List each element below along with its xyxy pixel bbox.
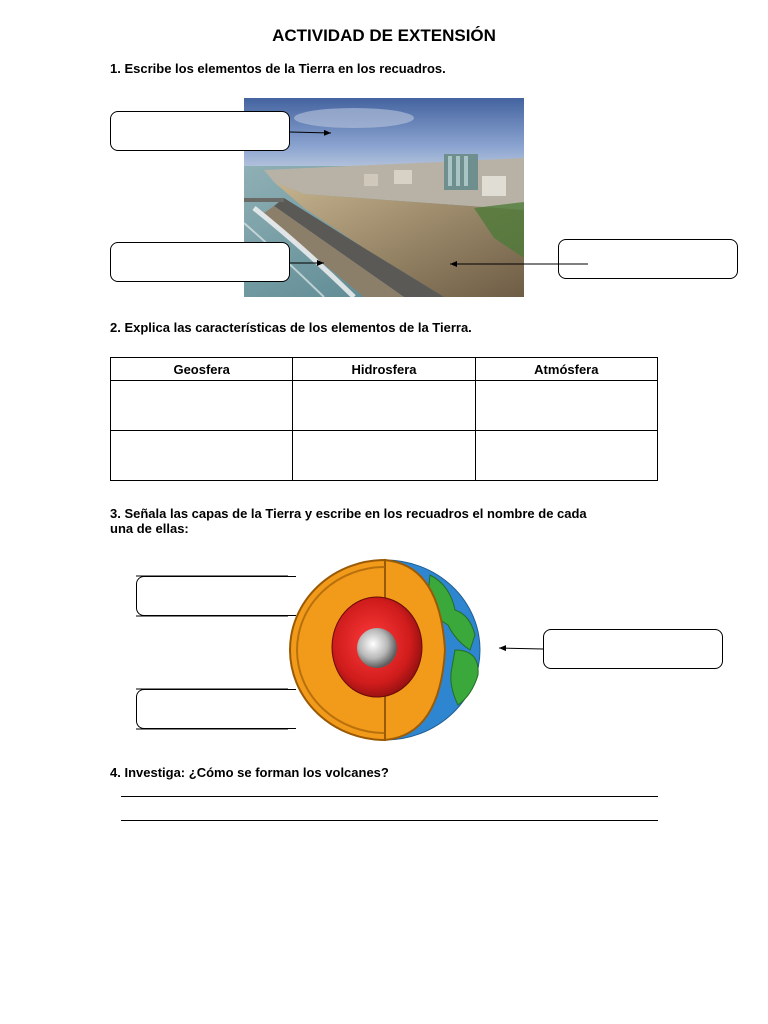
col-header-atmosfera: Atmósfera bbox=[475, 358, 657, 381]
q3-pointers bbox=[0, 560, 768, 740]
col-header-hidrosfera: Hidrosfera bbox=[293, 358, 475, 381]
table-row bbox=[111, 381, 658, 431]
arrow-to-sky bbox=[290, 132, 331, 133]
table-cell[interactable] bbox=[475, 431, 657, 481]
arrow-to-crust bbox=[499, 648, 543, 649]
question-3-line-2: una de ellas: bbox=[110, 521, 189, 536]
q1-arrows bbox=[0, 0, 768, 300]
table-cell[interactable] bbox=[475, 381, 657, 431]
table-cell[interactable] bbox=[111, 381, 293, 431]
page-title: ACTIVIDAD DE EXTENSIÓN bbox=[272, 26, 496, 45]
answer-line-1[interactable] bbox=[121, 796, 658, 797]
table-cell[interactable] bbox=[111, 431, 293, 481]
table-row bbox=[111, 431, 658, 481]
question-2: 2. Explica las características de los elementos de la Tierra. bbox=[110, 320, 472, 335]
question-1: 1. Escribe los elementos de la Tierra en los recuadros. bbox=[110, 61, 446, 76]
col-header-geosfera: Geosfera bbox=[111, 358, 293, 381]
answer-line-2[interactable] bbox=[121, 820, 658, 821]
question-3-line-1: 3. Señala las capas de la Tierra y escribe en los recuadros el nombre de cada bbox=[110, 506, 587, 521]
earth-elements-table bbox=[110, 357, 658, 481]
table-cell[interactable] bbox=[293, 381, 475, 431]
question-4: 4. Investiga: ¿Cómo se forman los volcanes? bbox=[110, 765, 389, 780]
table-cell[interactable] bbox=[293, 431, 475, 481]
